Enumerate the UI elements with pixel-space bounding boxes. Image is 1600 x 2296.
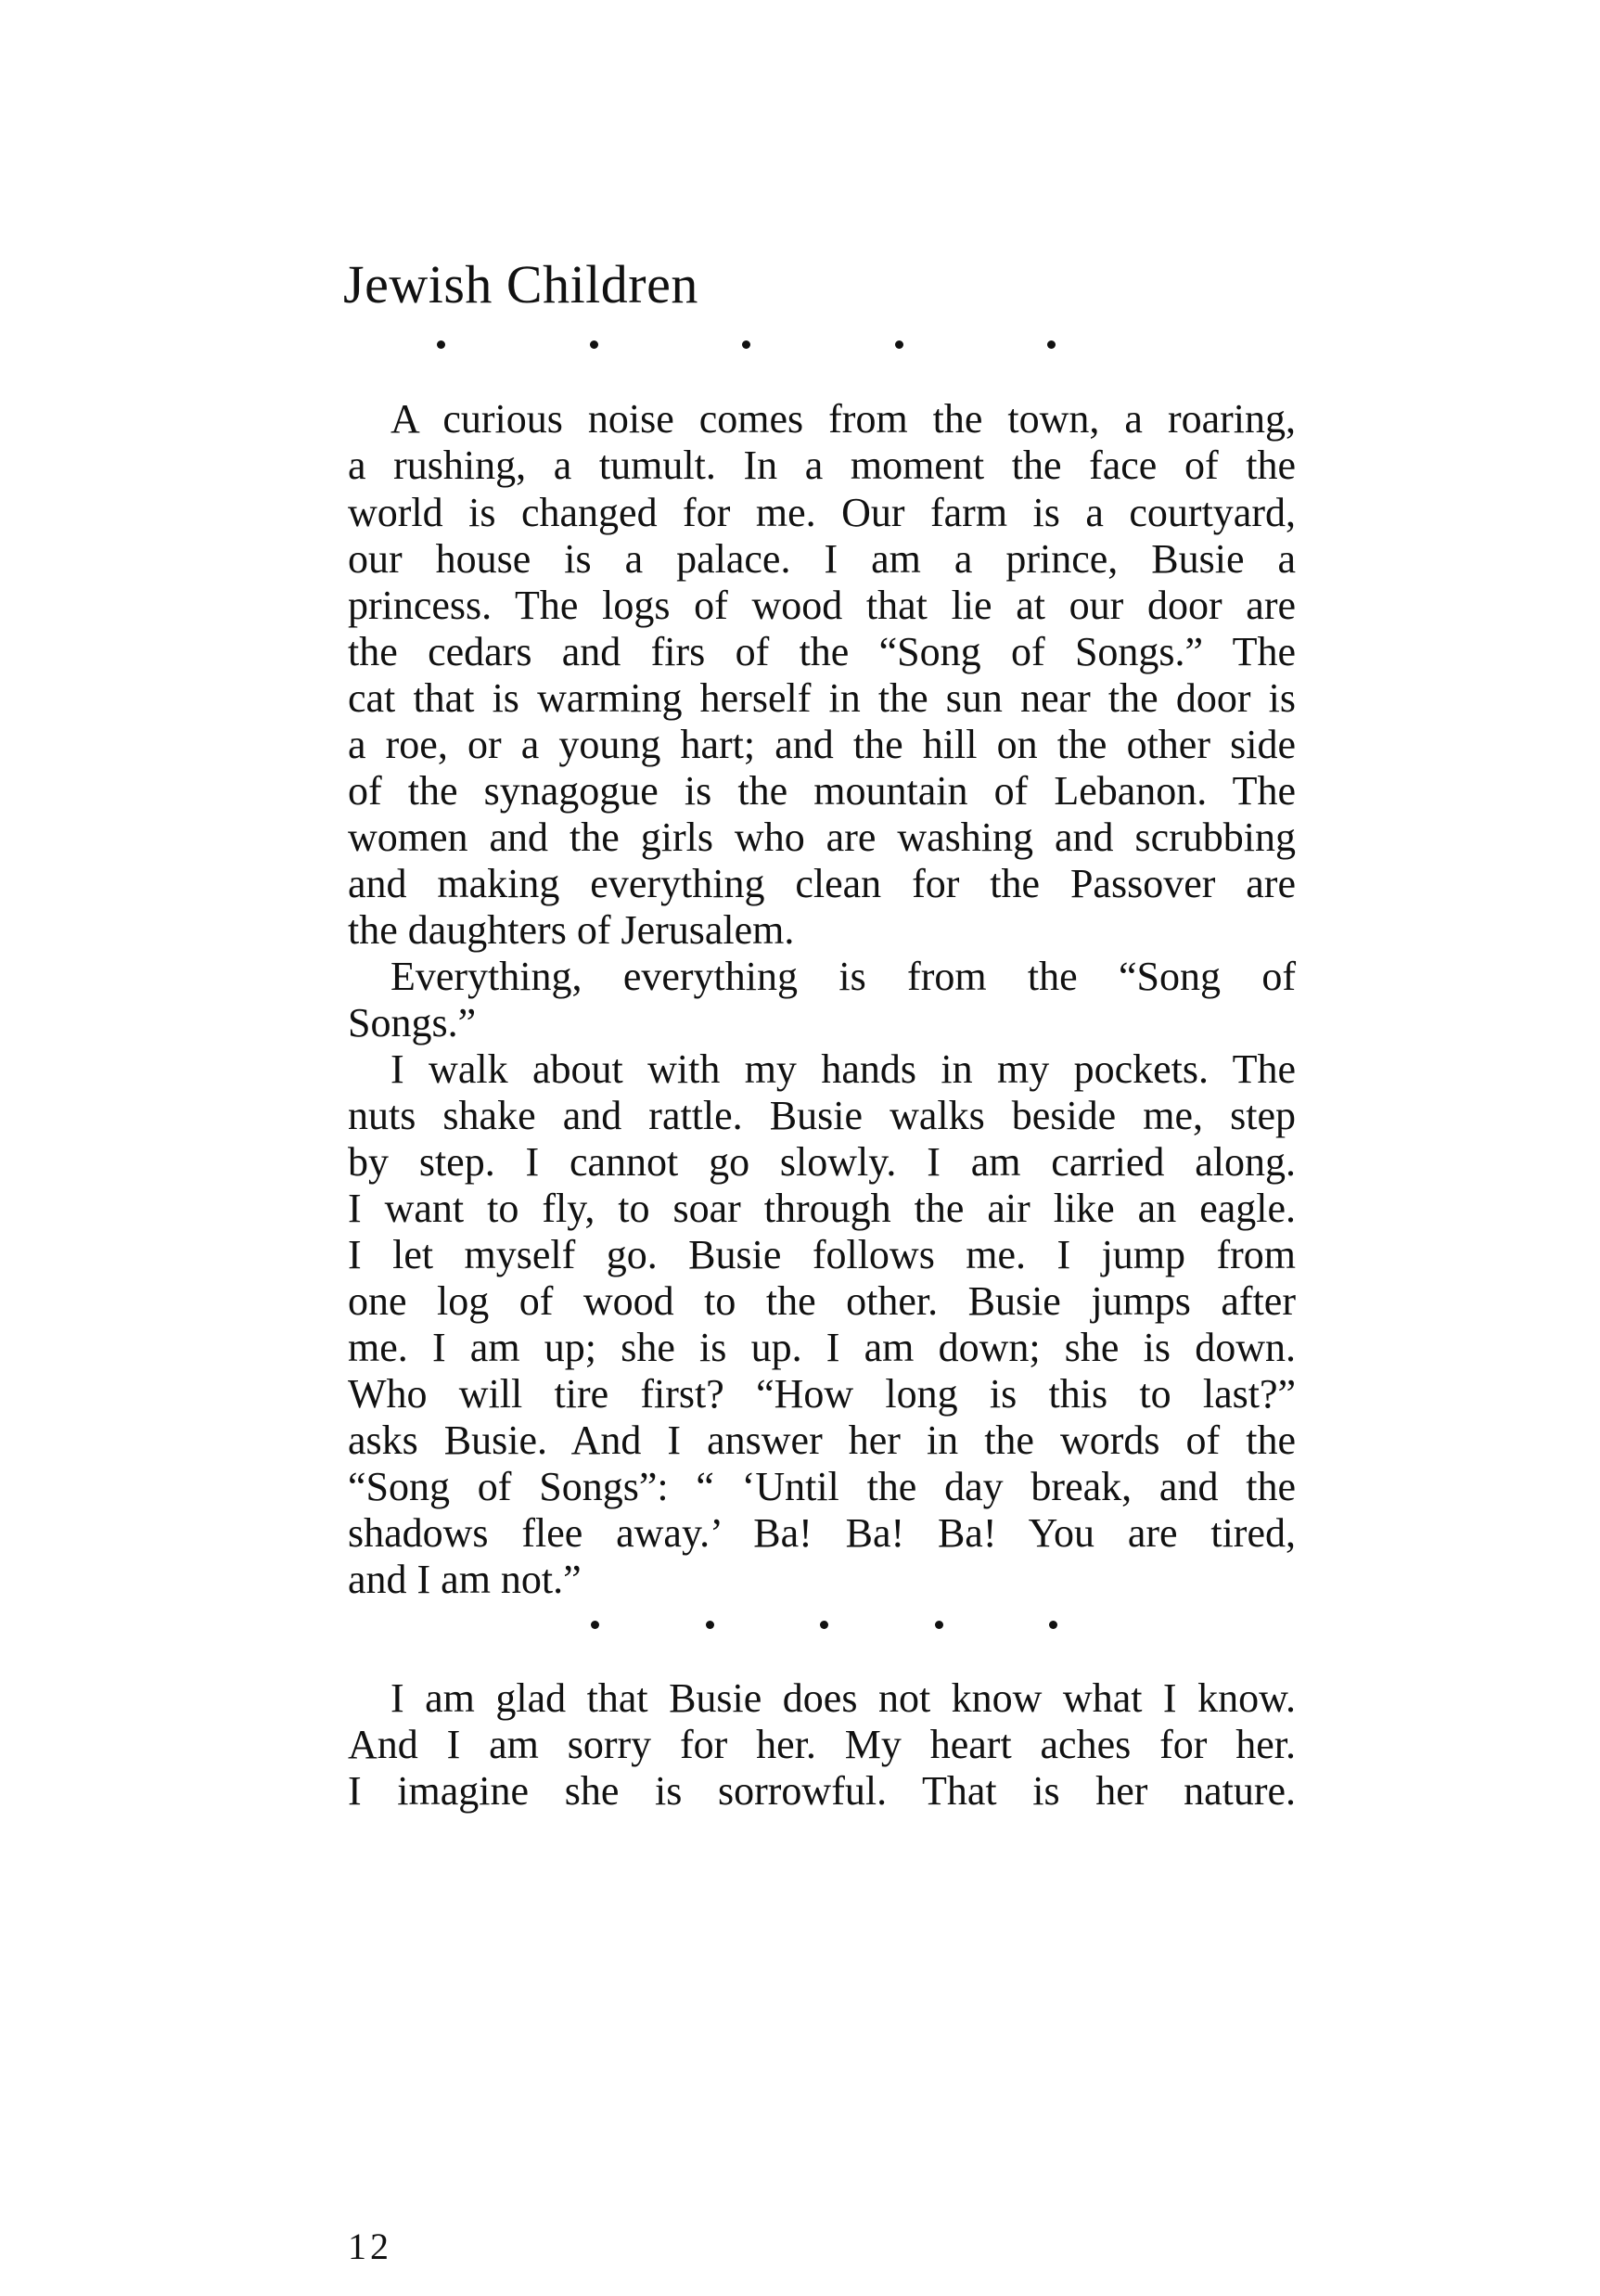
text-line: “Song of Songs”: “ ‘Until the day break, and the bbox=[348, 1464, 1296, 1509]
section-break-dots bbox=[437, 340, 1056, 349]
text-line: and making everything clean for the Passover are bbox=[348, 861, 1296, 906]
text-line: princess. The logs of wood that lie at our door are bbox=[348, 583, 1296, 628]
text-line: I imagine she is sorrowful. That is her nature. bbox=[348, 1768, 1296, 1814]
ornament-dot bbox=[590, 340, 598, 349]
text-line: by step. I cannot go slowly. I am carried along. bbox=[348, 1139, 1296, 1185]
ornament-dot bbox=[437, 340, 445, 349]
text-line: the cedars and firs of the “Song of Songs.” The bbox=[348, 629, 1296, 674]
ornament-dot bbox=[820, 1621, 828, 1629]
text-line: of the synagogue is the mountain of Lebanon. The bbox=[348, 768, 1296, 814]
ornament-dot bbox=[742, 340, 750, 349]
text-line: and I am not.” bbox=[348, 1557, 582, 1602]
ornament-dot bbox=[1047, 340, 1056, 349]
text-line: asks Busie. And I answer her in the words of the bbox=[348, 1417, 1296, 1463]
text-line: I am glad that Busie does not know what I know. bbox=[390, 1675, 1296, 1721]
text-line: nuts shake and rattle. Busie walks beside me, step bbox=[348, 1093, 1296, 1138]
text-line: I want to fly, to soar through the air like an eagle. bbox=[348, 1186, 1296, 1231]
text-line: cat that is warming herself in the sun near the door is bbox=[348, 675, 1296, 721]
ornament-dot bbox=[935, 1621, 943, 1629]
section-break-dots bbox=[591, 1620, 1057, 1629]
text-line: I walk about with my hands in my pockets. The bbox=[390, 1046, 1296, 1092]
ornament-dot bbox=[706, 1621, 714, 1629]
ornament-dot bbox=[591, 1621, 599, 1629]
text-line: A curious noise comes from the town, a roaring, bbox=[390, 396, 1296, 442]
page-number: 12 bbox=[348, 2225, 392, 2267]
text-line: our house is a palace. I am a prince, Busie a bbox=[348, 536, 1296, 582]
text-line: a rushing, a tumult. In a moment the face of the bbox=[348, 443, 1296, 488]
text-line: a roe, or a young hart; and the hill on the other side bbox=[348, 722, 1296, 767]
text-line: women and the girls who are washing and scrubbing bbox=[348, 815, 1296, 860]
ornament-dot bbox=[1049, 1621, 1057, 1629]
ornament-dot bbox=[895, 340, 903, 349]
text-line: I let myself go. Busie follows me. I jump from bbox=[348, 1232, 1296, 1277]
text-line: Everything, everything is from the “Song of bbox=[390, 954, 1296, 999]
text-line: the daughters of Jerusalem. bbox=[348, 907, 795, 953]
running-head-title: Jewish Children bbox=[343, 254, 698, 314]
text-line: one log of wood to the other. Busie jumps after bbox=[348, 1278, 1296, 1324]
text-line: Songs.” bbox=[348, 1000, 477, 1045]
text-line: world is changed for me. Our farm is a courtyard, bbox=[348, 490, 1296, 535]
text-line: And I am sorry for her. My heart aches for her. bbox=[348, 1722, 1296, 1767]
text-line: Who will tire first? “How long is this to last?” bbox=[348, 1371, 1296, 1417]
text-line: me. I am up; she is up. I am down; she is down. bbox=[348, 1325, 1296, 1370]
text-line: shadows flee away.’ Ba! Ba! Ba! You are tired, bbox=[348, 1510, 1296, 1556]
